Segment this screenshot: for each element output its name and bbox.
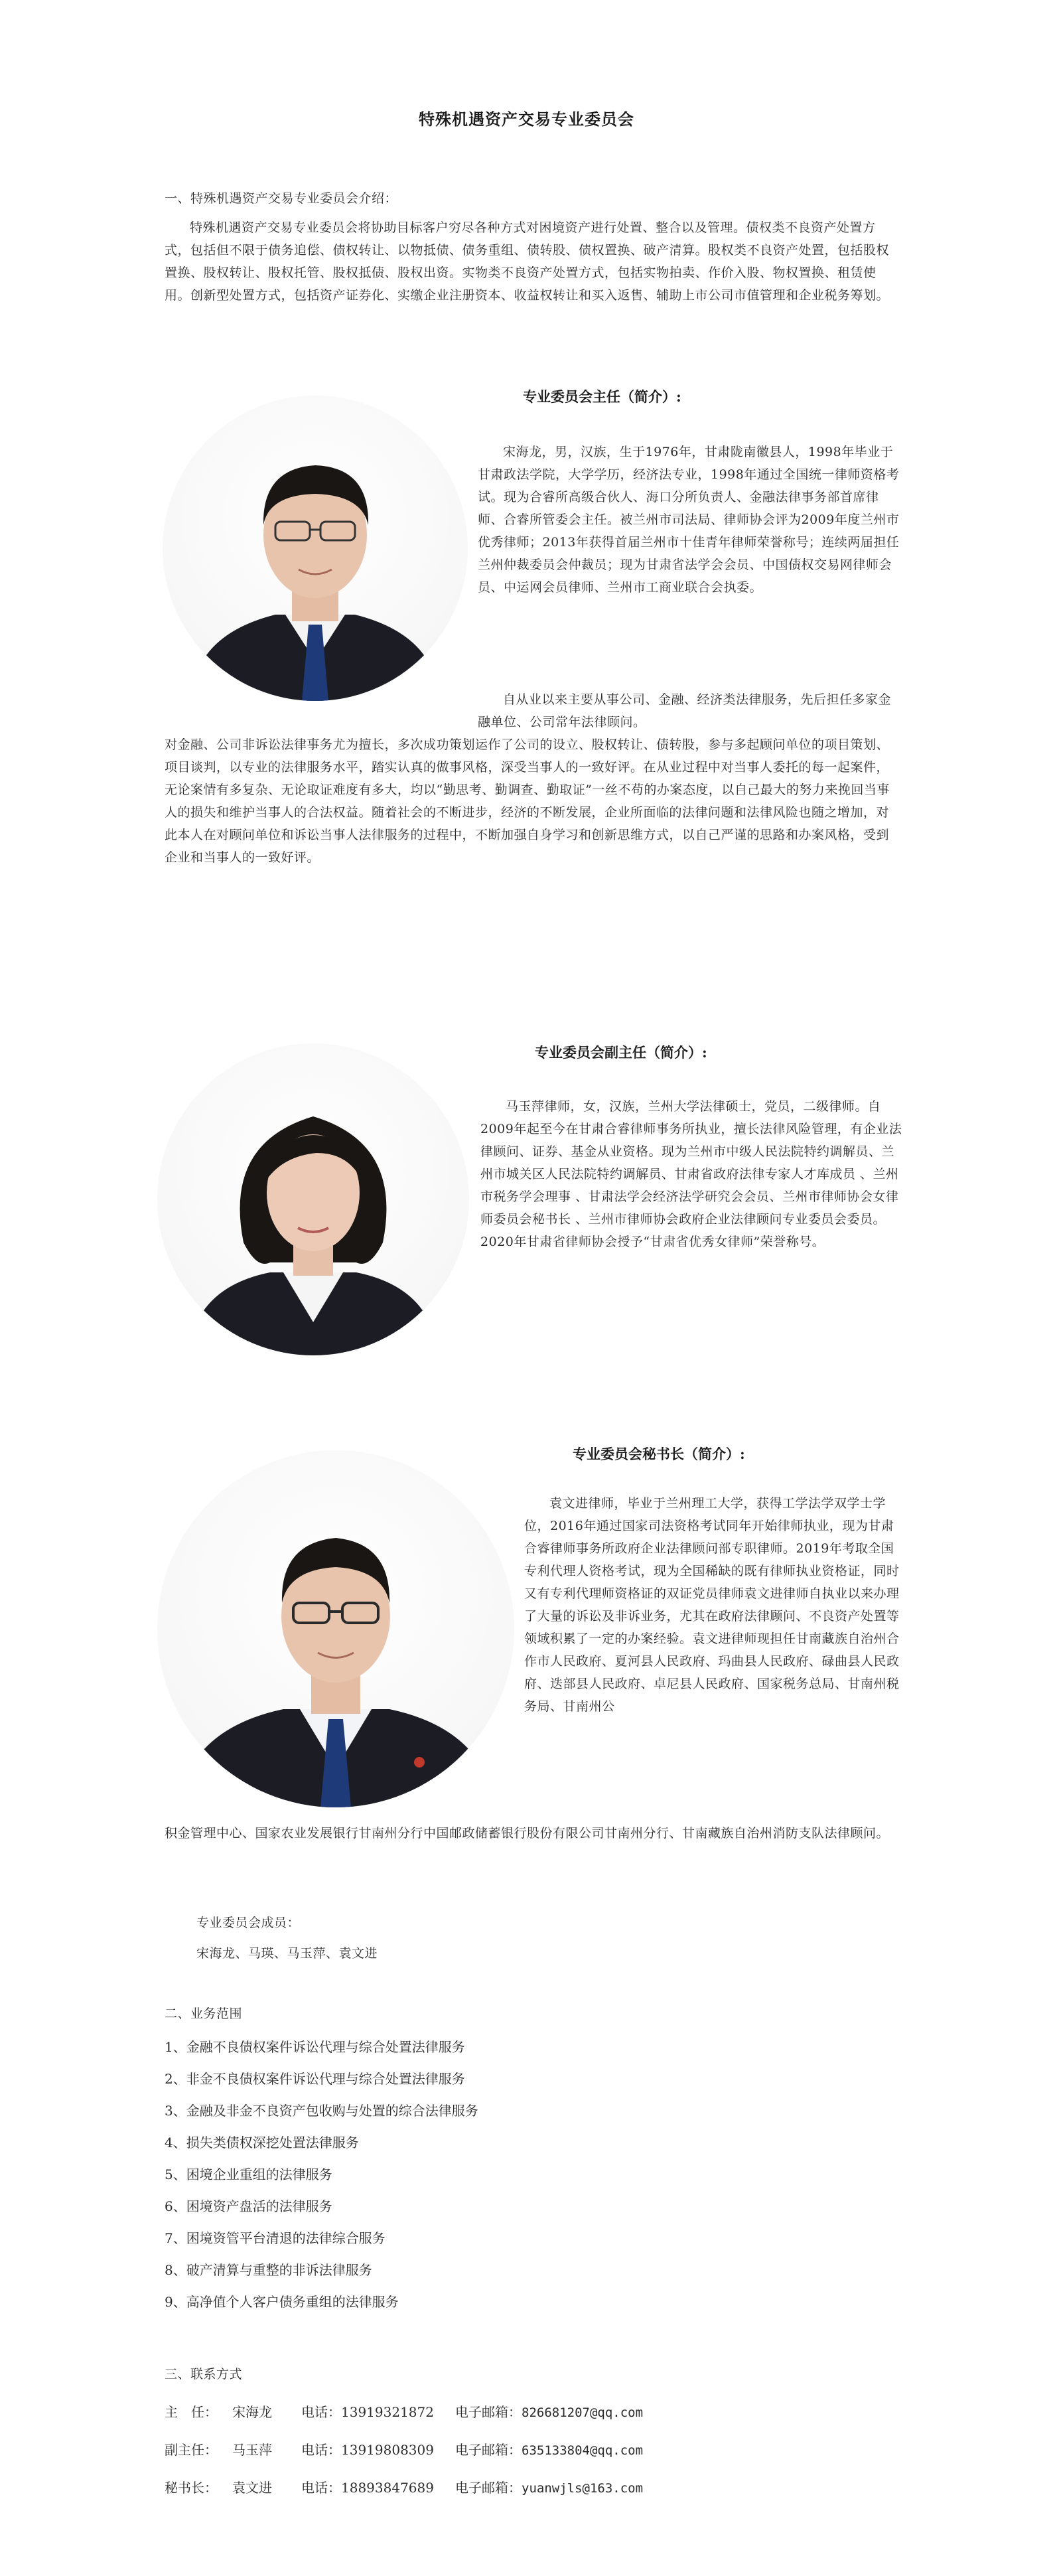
page-title: 特殊机遇资产交易专业委员会 — [419, 110, 634, 129]
contact-name: 袁文进 — [232, 2480, 272, 2496]
contact-email-label: 电子邮箱： — [455, 2442, 522, 2458]
contact-role: 副主任： — [165, 2442, 218, 2458]
members-label: 专业委员会成员： — [196, 1916, 301, 1930]
business-item: 2、非金不良债权案件诉讼代理与综合处置法律服务 — [165, 2071, 465, 2087]
business-item: 7、困境资管平台清退的法律综合服务 — [165, 2230, 386, 2246]
deputy-heading: 专业委员会副主任（简介）: — [535, 1044, 707, 1061]
members-names: 宋海龙、马瑛、马玉萍、袁文进 — [196, 1946, 378, 1961]
business-item: 4、损失类债权深挖处置法律服务 — [165, 2135, 359, 2151]
contact-list — [165, 2393, 643, 2507]
director-bio-side-2: 自从业以来主要从事公司、金融、经济类法律服务，先后担任多家金融单位、公司常年法律顾问。 — [478, 692, 892, 729]
business-list — [165, 2031, 478, 2318]
director-heading: 专业委员会主任（简介）: — [523, 388, 681, 405]
intro-heading: 一、特殊机遇资产交易专业委员会介绍： — [165, 191, 398, 206]
contact-phone: 电话：18893847689 — [301, 2480, 434, 2496]
deputy-photo — [157, 1043, 469, 1355]
contact-role: 秘书长： — [165, 2480, 218, 2496]
contact-name: 宋海龙 — [232, 2404, 272, 2420]
contact-email-link[interactable]: yuanwjls@163.com — [522, 2481, 644, 2496]
secretary-bio-side: 袁文进律师，毕业于兰州理工大学，获得工学法学双学士学位，2016年通过国家司法资格考试同年开始律师执业，现为甘肃合睿律师事务所政府企业法律顾问部专职律师。2019年考取全国专利代理人资格考试，现为全国稀缺的既有律师执业资格证，同时又有专利代理师资格证的双证党员律师袁文进律师自执业以来办理了大量的诉讼及非诉业务，尤其在政府法律顾问、不良资产处置等领域积累了一定的办案经验。袁文进律师现担任甘南藏族自治州合作市人民政府、夏河县人民政府、玛曲县人民政府、碌曲县人民政府、迭部县人民政府、卓尼县人民政府、国家税务总局、甘南州税务局、甘南州公 — [524, 1496, 900, 1714]
intro-body: 特殊机遇资产交易专业委员会将协助目标客户穷尽各种方式对困境资产进行处置、整合以及管理。债权类不良资产处置方式，包括但不限于债务追偿、债权转让、以物抵债、债务重组、债转股、债权置换、破产清算。股权类不良资产处置，包括股权置换、股权转让、股权托管、股权抵债、股权出资。实物类不良资产处置方式，包括实物拍卖、作价入股、物权置换、租赁使用。创新型处置方式，包括资产证券化、实缴企业注册资本、收益权转让和买入返售、辅助上市公司市值管理和企业税务筹划。 — [165, 220, 890, 303]
business-item: 9、高净值个人客户债务重组的法律服务 — [165, 2294, 399, 2310]
business-item: 1、金融不良债权案件诉讼代理与综合处置法律服务 — [165, 2039, 465, 2055]
business-item: 5、困境企业重组的法律服务 — [165, 2166, 332, 2182]
business-item: 3、金融及非金不良资产包收购与处置的综合法律服务 — [165, 2103, 478, 2119]
business-item: 6、困境资产盘活的法律服务 — [165, 2198, 332, 2214]
deputy-bio: 马玉萍律师，女，汉族，兰州大学法律硕士，党员，二级律师。自2009年起至今在甘肃合睿律师事务所执业，擅长法律风险管理，有企业法律顾问、证券、基金从业资格。现为兰州市中级人民法院特约调解员、兰州市城关区人民法院特约调解员、甘肃省政府法律专家人才库成员 、兰州市税务学会理事 、甘肃法学会经济法学研究会会员、兰州市律师协会女律师委员会秘书长 、兰州市律师协会政府企业法律顾问专业委员会委员。2020年甘肃省律师协会授予“甘肃省优秀女律师”荣誉称号。 — [480, 1099, 902, 1249]
contact-email-label: 电子邮箱： — [455, 2480, 522, 2496]
contact-row — [165, 2393, 643, 2431]
director-photo — [163, 396, 468, 701]
contact-phone: 电话：13919808309 — [301, 2442, 434, 2458]
contact-heading: 三、联系方式 — [165, 2367, 243, 2382]
secretary-bio-full: 积金管理中心、国家农业发展银行甘南州分行中国邮政储蓄银行股份有限公司甘南州分行、甘南藏族自治州消防支队法律顾问。 — [165, 1826, 890, 1841]
business-heading: 二、业务范围 — [165, 2007, 243, 2021]
contact-name: 马玉萍 — [232, 2442, 272, 2458]
director-bio-side: 宋海龙，男，汉族，生于1976年，甘肃陇南徽县人，1998年毕业于甘肃政法学院，大学学历，经济法专业，1998年通过全国统一律师资格考试。现为合睿所高级合伙人、海口分所负责人、金融法律事务部首席律师、合睿所管委会主任。被兰州市司法局、律师协会评为2009年度兰州市优秀律师；2013年获得首届兰州市十佳青年律师荣誉称号；连续两届担任兰州仲裁委员会仲裁员；现为甘肃省法学会会员、中国债权交易网律师会员、中运网会员律师、兰州市工商业联合会执委。 — [478, 445, 900, 595]
contact-email-link[interactable]: 826681207@qq.com — [522, 2405, 644, 2420]
contact-email-label: 电子邮箱： — [455, 2404, 522, 2420]
contact-row — [165, 2469, 643, 2507]
business-item: 8、破产清算与重整的非诉法律服务 — [165, 2262, 372, 2278]
secretary-photo — [157, 1450, 514, 1807]
contact-email-link[interactable]: 635133804@qq.com — [522, 2443, 644, 2458]
contact-role: 主 任： — [165, 2404, 218, 2420]
contact-phone: 电话：13919321872 — [301, 2404, 434, 2420]
secretary-heading: 专业委员会秘书长（简介）: — [573, 1446, 745, 1462]
contact-row — [165, 2431, 643, 2469]
director-bio-full: 对金融、公司非诉讼法律事务尤为擅长，多次成功策划运作了公司的设立、股权转让、债转股，参与多起顾问单位的项目策划、项目谈判，以专业的法律服务水平，踏实认真的做事风格，深受当事人的一致好评。在从业过程中对当事人委托的每一起案件，无论案情有多复杂、无论取证难度有多大，均以“勤思考、勤调查、勤取证”一丝不苟的办案态度，以自己最大的努力来挽回当事人的损失和维护当事人的合法权益。随着社会的不断进步，经济的不断发展，企业所面临的法律问题和法律风险也随之增加，对此本人在对顾问单位和诉讼当事人法律服务的过程中，不断加强自身学习和创新思维方式，以自己严谨的思路和办案风格，受到企业和当事人的一致好评。 — [165, 737, 890, 865]
